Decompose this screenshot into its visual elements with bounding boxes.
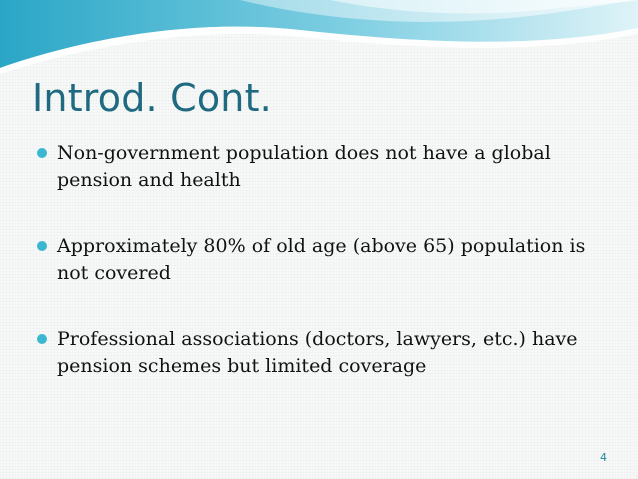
bullet-text: Approximately 80% of old age (above 65) population is not covered [57,235,586,284]
bullet-item [36,140,596,194]
bullet-icon [37,241,47,251]
bullet-icon [37,334,47,344]
header-wave-decoration [0,0,638,80]
bullet-text: Professional associations (doctors, lawyers, etc.) have pension schemes but limited coverage [57,328,578,377]
bullet-item [36,326,596,380]
slide-number: 4 [600,451,607,464]
bullet-text: Non-government population does not have a global pension and health [57,142,551,191]
slide-title: Introd. Cont. [32,76,272,120]
bullet-item [36,233,596,287]
bullet-icon [37,148,47,158]
